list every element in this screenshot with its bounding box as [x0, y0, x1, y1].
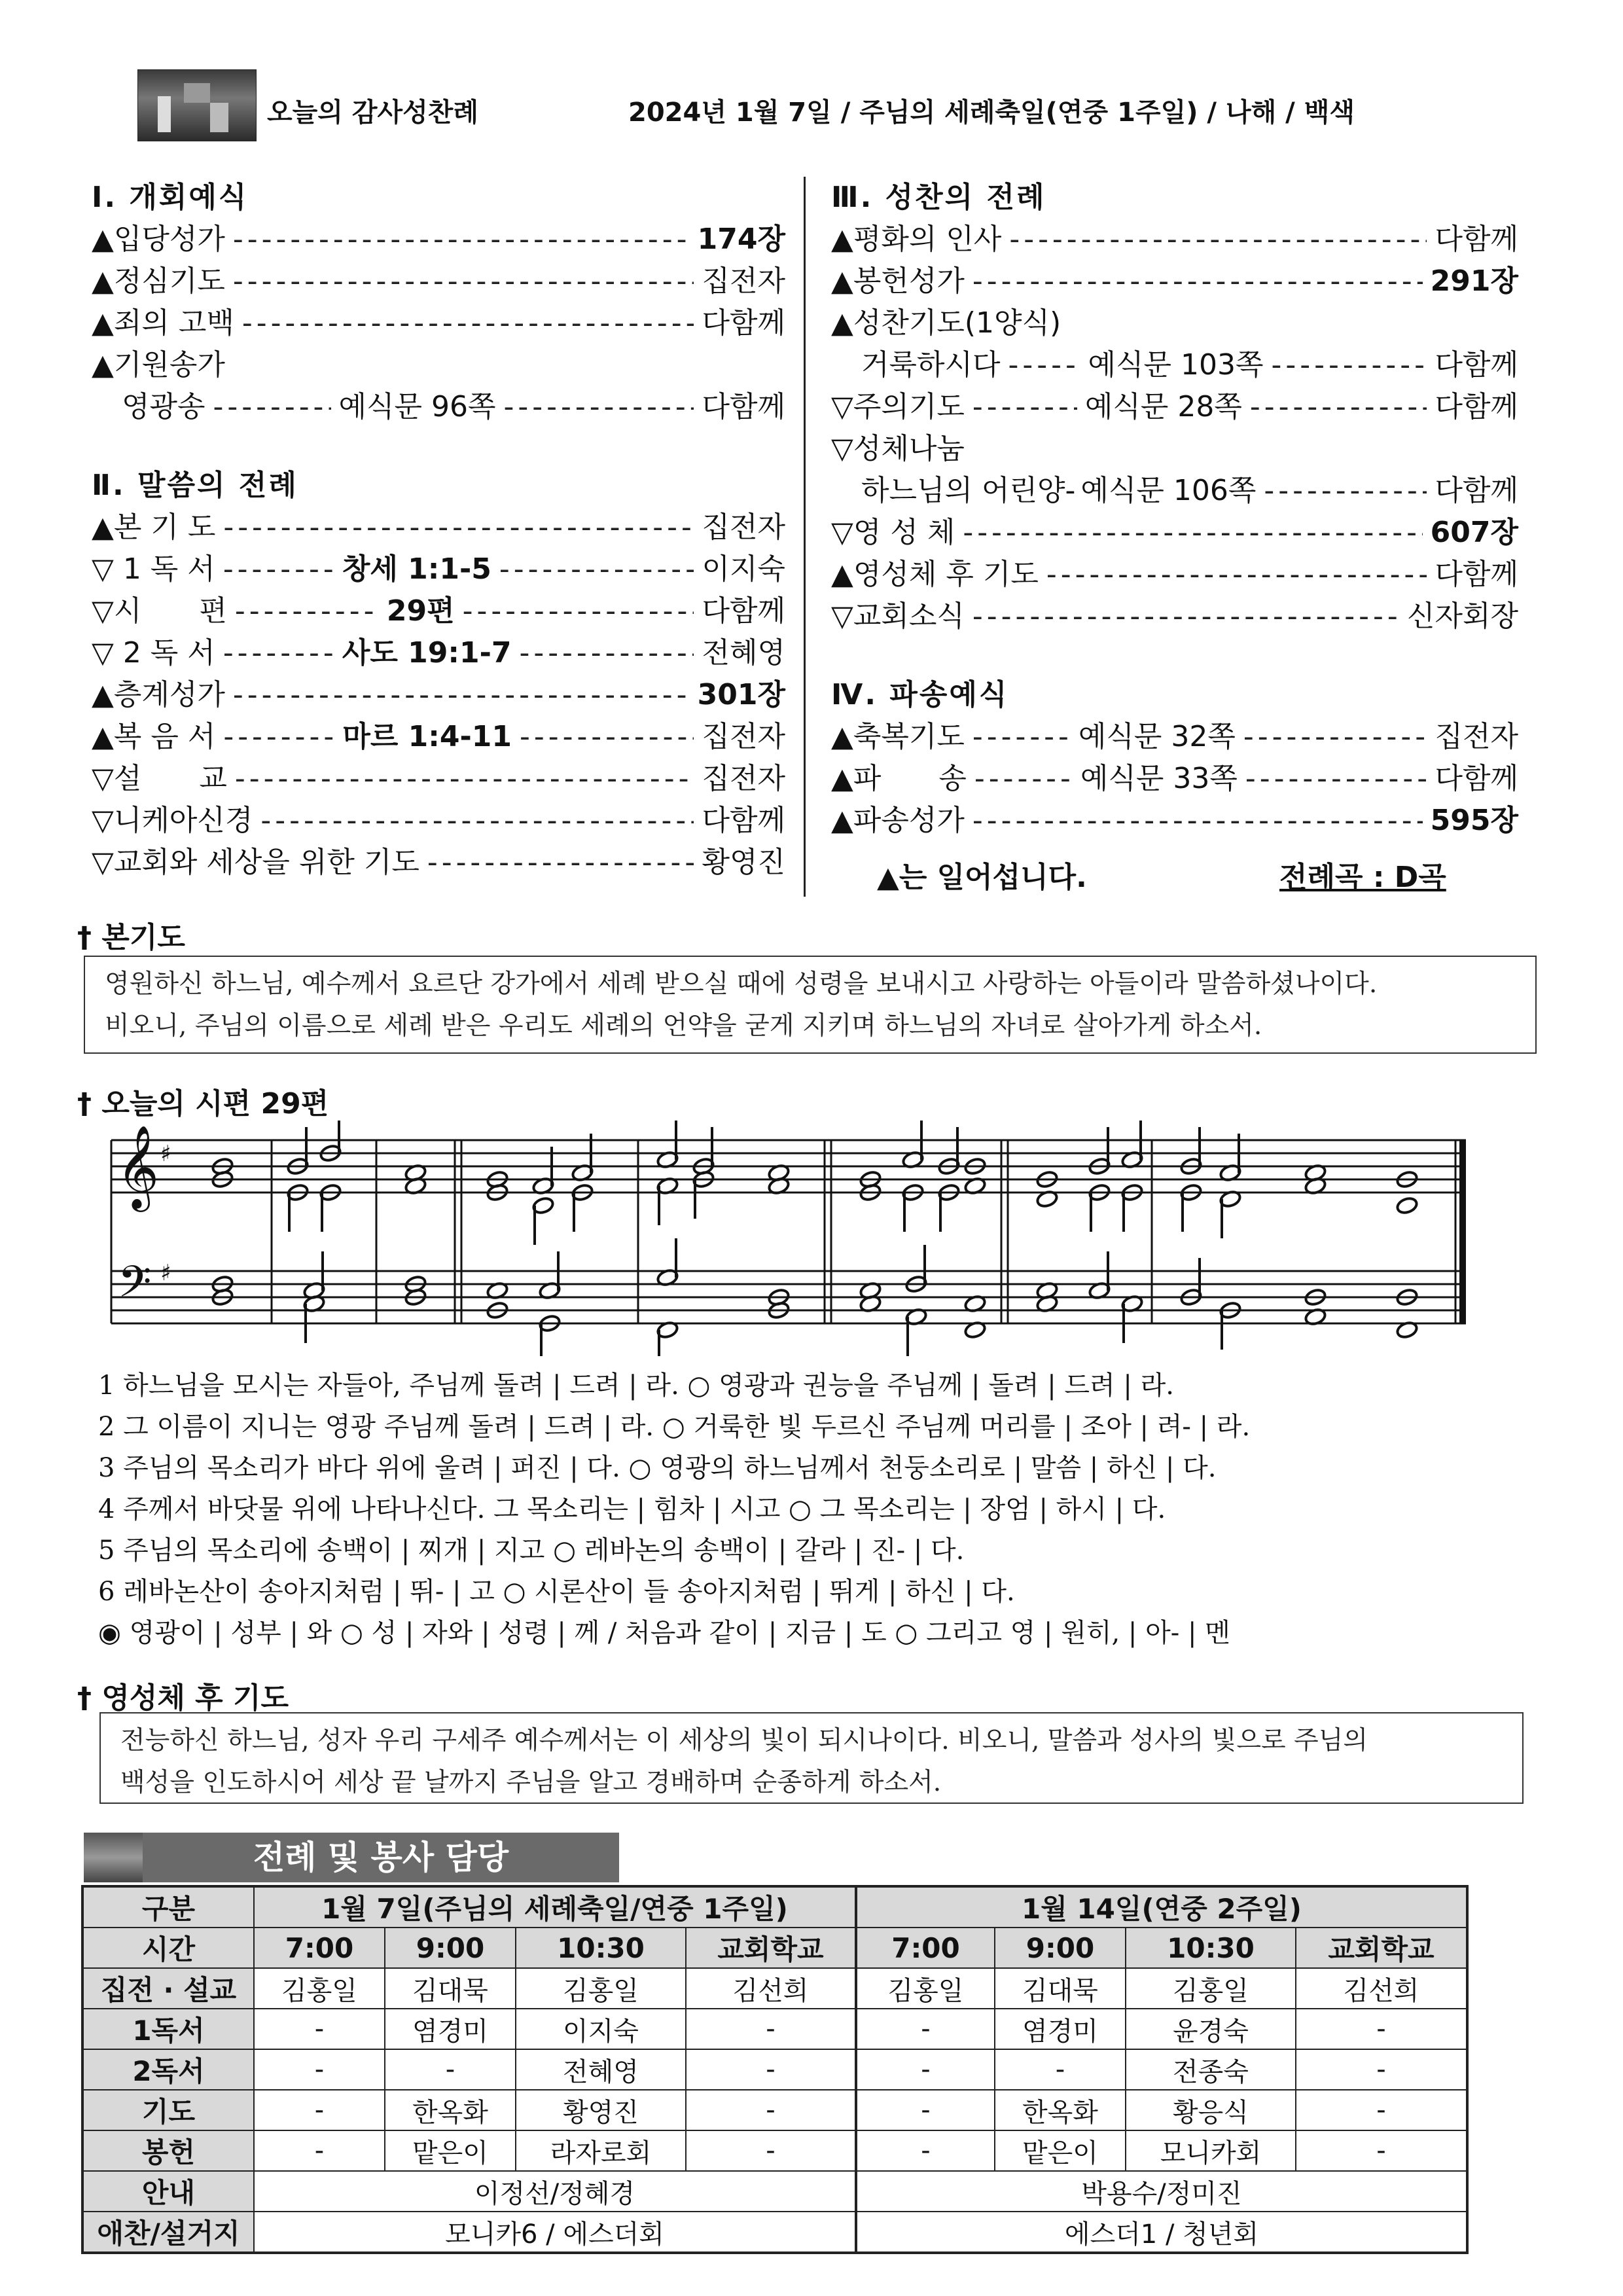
order-row: ▲평화의 인사 - - - 다함께 — [831, 219, 1518, 260]
psalm-verse: 6 레바논산이 송아지처럼 | 뛰- | 고 ○ 시론산이 들 송아지처럼 | 뛰게 | 하신 | 다. — [98, 1577, 1015, 1607]
service-photo — [84, 1833, 143, 1882]
header-week2: 1월 14일(연중 2주일) — [856, 1886, 1467, 1928]
table-row: 안내 이정선/정혜경 박용수/정미진 — [82, 2171, 1467, 2212]
order-row: ▽ 1 독 서 - - - 창세 1:1-5 - - - 이지숙 — [92, 548, 785, 590]
post-communion-line: 전능하신 하느님, 성자 우리 구세주 예수께서는 이 세상의 빛이 되시나이다. 비오니, 말씀과 성사의 빛으로 주님의 — [120, 1726, 1368, 1755]
time-cell: 교회학교 — [1296, 1928, 1467, 1968]
order-row: ▽니케아신경 - - - 다함께 — [92, 800, 785, 842]
order-row: ▲정심기도 - - - 집전자 — [92, 260, 785, 302]
time-cell: 10:30 — [1126, 1928, 1296, 1968]
psalm-chant-music — [98, 1121, 1479, 1356]
stand-note: ▲는 일어섭니다. — [877, 861, 1087, 894]
order-row: 영광송 - - - 예식문 96쪽 - - - 다함께 — [92, 386, 785, 428]
order-row: ▲층계성가 - - - 301장 — [92, 674, 785, 716]
collect-line: 비오니, 주님의 이름으로 세례 받은 우리도 세례의 언약을 굳게 지키며 하느님의 자녀로 살아가게 하소서. — [105, 1011, 1262, 1041]
table-row: 1독서 - 염경미 이지숙 - - 염경미 윤경숙 - — [82, 2009, 1467, 2049]
note — [1395, 1196, 1418, 1215]
psalm-verse: 3 주님의 목소리가 바다 위에 울려 | 퍼진 | 다. ○ 영광의 하느님께서 천둥소리로 | 말씀 | 하신 | 다. — [98, 1453, 1217, 1483]
table-row: 애찬/설거지 모니카6 / 에스더회 에스더1 / 청년회 — [82, 2212, 1467, 2253]
psalm-verse: 5 주님의 목소리에 송백이 | 찌개 | 지고 ○ 레바논의 송백이 | 갈라 | 진- | 다. — [98, 1535, 965, 1566]
svg-text:♯: ♯ — [160, 1141, 171, 1167]
collect-heading: † 본기도 — [77, 921, 185, 954]
psalm-heading: † 오늘의 시편 29편 — [77, 1087, 329, 1121]
order-row: ▽영 성 체 - - - 607장 — [831, 512, 1518, 554]
order-row: ▲파 송 - - - 예식문 33쪽 - - - 다함께 — [831, 758, 1518, 800]
header-category: 구분 — [82, 1886, 254, 1928]
section-title: Ⅱ. 말씀의 전례 — [92, 469, 298, 502]
order-row: 거룩하시다 - - - 예식문 103쪽 - - - 다함께 — [831, 344, 1518, 386]
header-title: 오늘의 감사성찬례 — [267, 98, 479, 128]
svg-text:♯: ♯ — [160, 1260, 171, 1286]
order-left-column — [92, 177, 785, 884]
order-row: ▽주의기도 - - - 예식문 28쪽 - - - 다함께 — [831, 386, 1518, 428]
table-row: 집전 · 설교 김홍일 김대묵 김홍일 김선희 김홍일 김대묵 김홍일 김선희 — [82, 1968, 1467, 2009]
svg-text:𝄢: 𝄢 — [118, 1257, 152, 1318]
order-row: ▽성체나눔 — [831, 432, 965, 465]
order-row: ▲축복기도 - - - 예식문 32쪽 - - - 집전자 — [831, 716, 1518, 758]
collect-line: 영원하신 하느님, 예수께서 요르단 강가에서 세례 받으실 때에 성령을 보내시고 사랑하는 아들이라 말씀하셨나이다. — [105, 969, 1378, 999]
post-communion-box — [99, 1712, 1524, 1804]
post-communion-heading: † 영성체 후 기도 — [77, 1681, 289, 1715]
order-row: ▽교회소식 - - - 신자회장 — [831, 596, 1518, 637]
header-photo — [137, 69, 257, 141]
order-row: ▽ 2 독 서 - - - 사도 19:1-7 - - - 전혜영 — [92, 632, 785, 674]
order-row: ▲죄의 고백 - - - 다함께 — [92, 302, 785, 344]
header-week1: 1월 7일(주님의 세례축일/연중 1주일) — [254, 1886, 856, 1928]
time-cell: 9:00 — [995, 1928, 1126, 1968]
order-row: ▽설 교 - - - 집전자 — [92, 758, 785, 800]
header-time: 시간 — [82, 1928, 254, 1968]
order-row: ▲입당성가 - - - 174장 — [92, 219, 785, 260]
order-row: ▽교회와 세상을 위한 기도 - - - 황영진 — [92, 842, 785, 884]
order-right-column — [831, 177, 1518, 842]
liturgy-key: 전례곡 : D곡 — [1279, 861, 1446, 894]
post-communion-line: 백성을 인도하시어 세상 끝 날까지 주님을 알고 경배하며 순종하게 하소서. — [120, 1768, 942, 1797]
time-cell: 교회학교 — [686, 1928, 856, 1968]
section-title: Ⅳ. 파송예식 — [831, 678, 1009, 711]
collect-box — [84, 956, 1537, 1054]
time-cell: 10:30 — [516, 1928, 686, 1968]
order-row: ▲성찬기도(1양식) — [831, 306, 1061, 340]
time-cell: 7:00 — [254, 1928, 385, 1968]
order-row: 하느님의 어린양- 예식문 106쪽 - - - 다함께 — [831, 470, 1518, 512]
psalm-verse: 1 하느님을 모시는 자들아, 주님께 돌려 | 드려 | 라. ○ 영광과 권능을 주님께 | 돌려 | 드려 | 라. — [98, 1371, 1174, 1401]
order-row: ▽시 편 - - - 29편 - - - 다함께 — [92, 590, 785, 632]
section-title: Ⅰ. 개회예식 — [92, 181, 249, 214]
table-row: 기도 - 한옥화 황영진 - - 한옥화 황응식 - — [82, 2090, 1467, 2130]
order-row: ▲파송성가 - - - 595장 — [831, 800, 1518, 842]
order-row: ▲기원송가 — [92, 348, 225, 382]
psalm-verse: 4 주께서 바닷물 위에 나타나신다. 그 목소리는 | 힘차 | 시고 ○ 그 목소리는 | 장엄 | 하시 | 다. — [98, 1494, 1166, 1524]
psalm-verse: ◉ 영광이 | 성부 | 와 ○ 성 | 자와 | 성령 | 께 / 처음과 같이 | 지금 | 도 ○ 그리고 영 | 원히, | 아- | 멘 — [98, 1618, 1230, 1648]
service-title: 전례 및 봉사 담당 — [143, 1833, 619, 1882]
time-cell: 7:00 — [856, 1928, 995, 1968]
svg-text:𝄞: 𝄞 — [116, 1124, 160, 1208]
service-table — [81, 1885, 1469, 2254]
psalm-verse: 2 그 이름이 지니는 영광 주님께 돌려 | 드려 | 라. ○ 거룩한 빛 두르신 주님께 머리를 | 조아 | 려- | 라. — [98, 1412, 1251, 1442]
table-row: 봉헌 - 맡은이 라자로회 - - 맡은이 모니카회 - — [82, 2130, 1467, 2171]
header-date: 2024년 1월 7일 / 주님의 세례축일(연중 1주일) / 나해 / 백색 — [628, 98, 1355, 128]
order-row: ▲영성체 후 기도 - - - 다함께 — [831, 554, 1518, 596]
music-notes — [211, 1121, 1418, 1356]
table-row: 2독서 - - 전혜영 - - - 전종숙 - — [82, 2049, 1467, 2090]
psalm-verses — [98, 1365, 1538, 1654]
order-row: ▲봉헌성가 - - - 291장 — [831, 260, 1518, 302]
order-row: ▲복 음 서 - - - 마르 1:4-11 - - - 집전자 — [92, 716, 785, 758]
order-row: ▲본 기 도 - - - 집전자 — [92, 507, 785, 548]
time-cell: 9:00 — [385, 1928, 516, 1968]
section-title: Ⅲ. 성찬의 전례 — [831, 181, 1046, 214]
column-divider — [804, 177, 806, 897]
